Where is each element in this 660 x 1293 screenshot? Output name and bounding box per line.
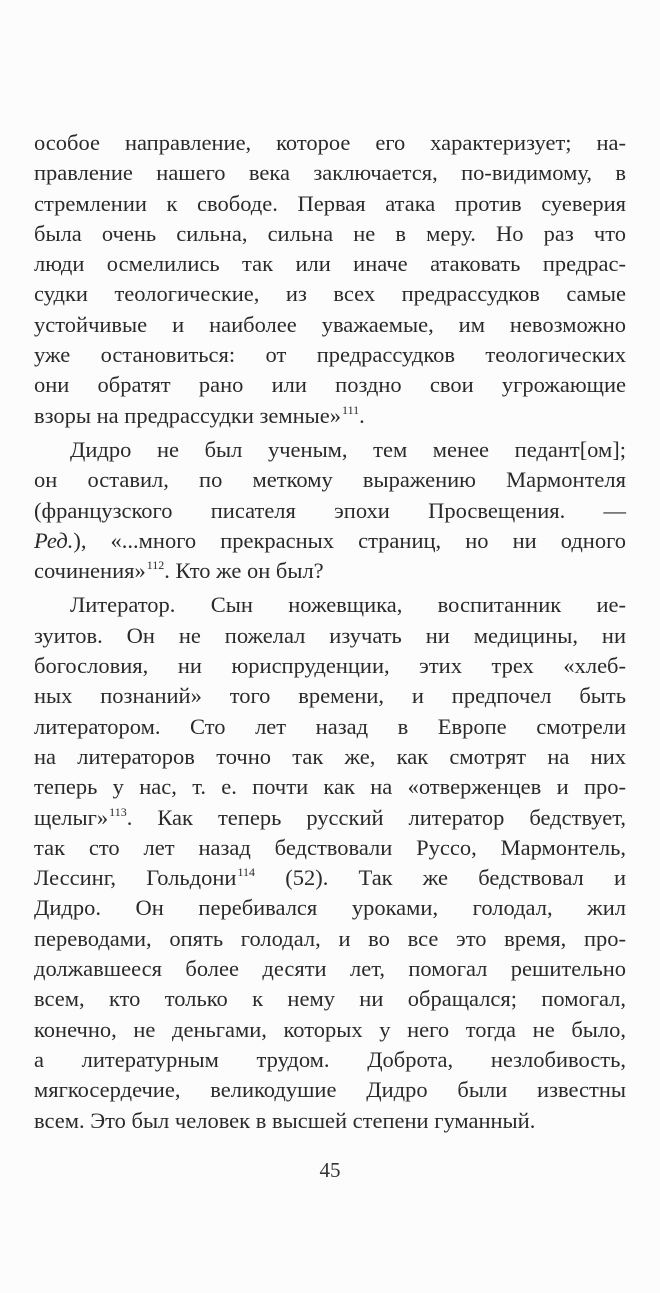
text-run: сочинения» (34, 558, 146, 584)
text-line: (французского писателя эпохи Просвещения. — (34, 497, 626, 523)
paragraph (34, 128, 626, 431)
text-line (34, 401, 626, 431)
paragraph (34, 590, 626, 1135)
footnote-ref: 114 (237, 865, 256, 880)
text-line: была очень сильна, сильна не в меру. Но раз что (34, 220, 626, 246)
text-line: всем, кто только к нему ни обращался; помогал, (34, 986, 626, 1012)
text-line: на литераторов точно так же, как смотрят на них (34, 743, 626, 769)
text-line: Литератор. Сын ножевщика, воспитанник ие- (70, 592, 626, 618)
footnote-ref: 111 (342, 402, 360, 417)
text-line: литератором. Сто лет назад в Европе смотрели (34, 713, 626, 739)
text-line: Дидро. Он перебивался уроками, голодал, жил (34, 895, 626, 921)
text-line: должавшееся более десяти лет, помогал решительно (34, 956, 626, 982)
text-run: взоры на предрассудки земные» (34, 402, 342, 428)
footnote-ref: 112 (146, 558, 165, 573)
text-line: ных познаний» того времени, и предпочел быть (34, 683, 626, 709)
text-line: зуитов. Он не пожелал изучать ни медицины, ни (34, 622, 626, 648)
page-number: 45 (319, 1158, 341, 1182)
text-line: особое направление, которое его характеризует; на- (34, 130, 626, 155)
text-line (34, 803, 626, 833)
text-run: ), «...много прекрасных страниц, но ни одного (73, 527, 626, 553)
italic-text: Ред. (34, 527, 74, 553)
text-line: так сто лет назад бедствовали Руссо, Мармонтель, (34, 834, 626, 860)
text-line: устойчивые и наиболее уважаемые, им невозможно (34, 311, 626, 337)
text-line: уже остановиться: от предрассудков теологических (34, 342, 626, 368)
paragraph (34, 435, 626, 586)
text-line (34, 526, 626, 556)
body-text (34, 128, 626, 1136)
text-run: щелыг» (34, 804, 109, 830)
text-run: . (359, 402, 365, 428)
text-line: а литературным трудом. Доброта, незлобивость, (34, 1046, 626, 1072)
text-line: Дидро не был ученым, тем менее педант[ом]; (70, 436, 626, 462)
text-run: (52). Так же бедствовал и (255, 865, 626, 891)
text-line: теперь у нас, т. е. почти как на «отверженцев и про- (34, 774, 626, 800)
text-line: мягкосердечие, великодушие Дидро были известны (34, 1077, 626, 1103)
text-line: судки теологические, из всех предрассудков самые (34, 281, 626, 307)
text-line: правление нашего века заключается, по-видимому, в (34, 160, 626, 186)
text-line: он оставил, по меткому выражению Мармонтеля (34, 467, 626, 493)
text-line: богословия, ни юриспруденции, этих трех «хлеб- (34, 653, 626, 679)
text-line (34, 556, 626, 586)
text-line: люди осмелились так или иначе атаковать предрас- (34, 251, 626, 277)
text-line: они обратят рано или поздно свои угрожающие (34, 372, 626, 398)
text-line: всем. Это был человек в высшей степени гуманный. (34, 1107, 536, 1133)
text-run: . Кто же он был? (164, 558, 324, 584)
text-line (34, 863, 626, 893)
text-line: конечно, не деньгами, которых у него тогда не было, (34, 1016, 626, 1042)
footnote-ref: 113 (109, 804, 127, 819)
text-run: Лессинг, Гольдони (34, 865, 237, 891)
text-line: переводами, опять голодал, и во все это время, про- (34, 925, 626, 951)
text-run: . Как теперь русский литератор бедствует, (126, 804, 626, 830)
text-line: стремлении к свободе. Первая атака против суеверия (34, 190, 626, 216)
